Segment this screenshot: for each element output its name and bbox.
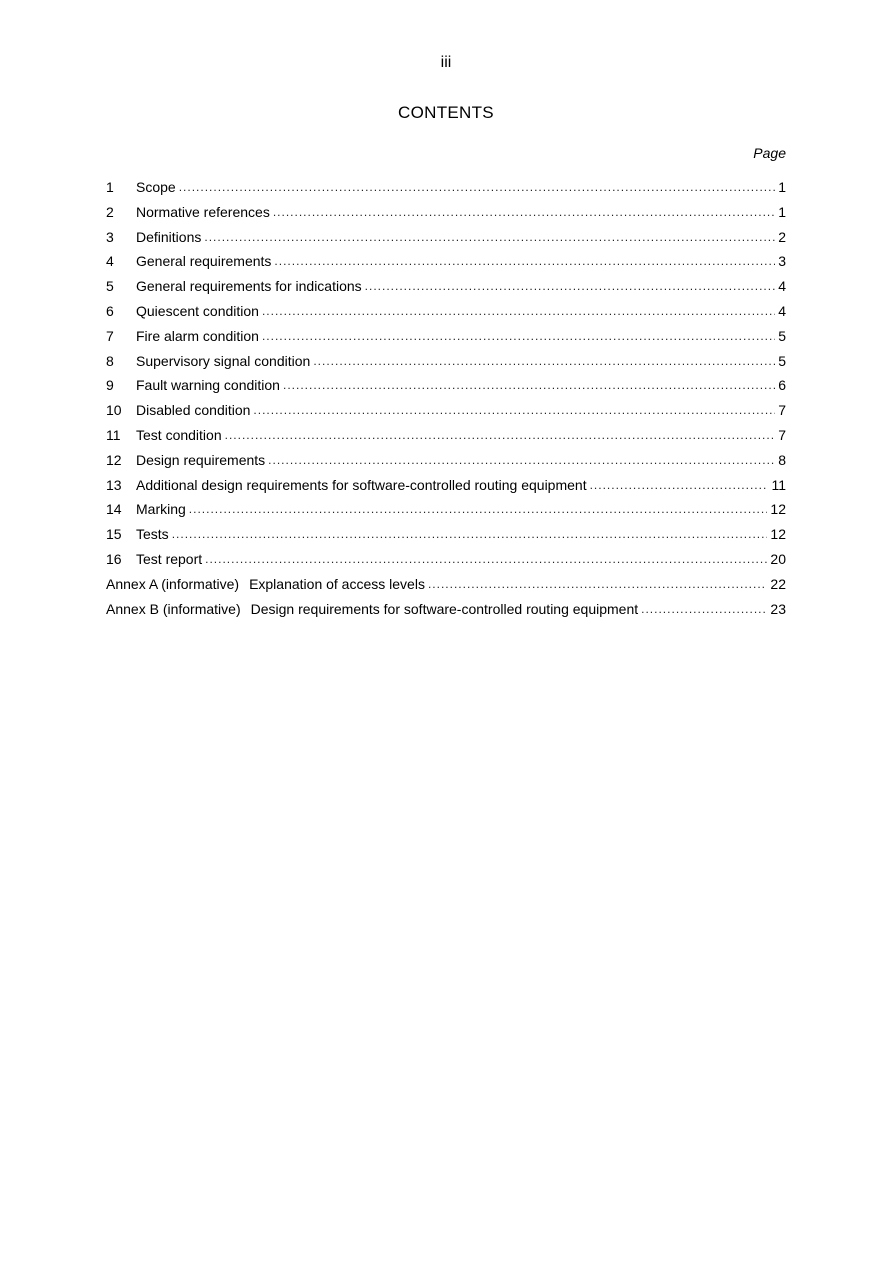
dot-leader [204,226,775,248]
toc-entry-number: 15 [106,526,122,543]
toc-entry-page: 12 [770,526,786,543]
toc-entry-title: Quiescent condition [136,302,259,319]
toc-entry-supervisory-signal-condition[interactable] [106,350,786,375]
dot-leader [262,325,775,347]
toc-entry-page: 7 [778,402,786,419]
toc-entry-disabled-condition[interactable] [106,399,786,424]
toc-entry-page: 1 [778,203,786,220]
toc-entry-title: Additional design requirements for software-controlled routing equipment [136,476,587,493]
toc-entry-page: 4 [778,302,786,319]
toc-entry-page: 4 [778,278,786,295]
toc-entry-marking[interactable] [106,498,786,523]
page-number: iii [440,54,452,71]
toc-entry-tests[interactable] [106,523,786,548]
toc-entry-title: Tests [136,526,169,543]
toc-entry-number: 16 [106,550,122,567]
toc-entry-general-requirements[interactable] [106,250,786,275]
toc-entry-number: 12 [106,451,122,468]
dot-leader [253,399,775,421]
toc-entry-quiescent-condition[interactable] [106,300,786,325]
annex-title: Design requirements for software-controlled routing equipment [250,600,639,617]
toc-entry-number: 13 [106,476,122,493]
dot-leader [205,548,767,570]
toc-annex-a[interactable] [106,573,786,598]
toc-entry-title: General requirements for indications [136,278,362,295]
toc-entry-page: 3 [778,253,786,270]
toc-entry-number: 14 [106,501,122,518]
toc-entry-normative-references[interactable] [106,201,786,226]
toc-entry-title: Definitions [136,228,202,245]
toc-entry-number: 1 [106,179,114,195]
toc-entry-title: Marking [136,501,186,518]
toc-entry-page: 11 [771,476,786,493]
dot-leader [313,350,775,372]
toc-entry-number: 11 [106,426,121,443]
toc-entry-title: Supervisory signal condition [136,352,311,369]
toc-entry-page: 20 [770,550,786,567]
toc-entry-page: 8 [778,451,786,468]
table-of-contents [106,176,786,622]
toc-entry-number: 9 [106,377,114,394]
toc-entry-number: 4 [106,253,114,270]
toc-entry-fault-warning-condition[interactable] [106,374,786,399]
toc-entry-test-condition[interactable] [106,424,786,449]
toc-entry-title: Test condition [136,426,222,443]
toc-entry-title: Normative references [136,203,270,220]
dot-leader [172,523,768,545]
toc-entry-definitions[interactable] [106,226,786,251]
toc-entry-title: Design requirements [136,451,266,468]
toc-entry-number: 5 [106,278,114,295]
dot-leader [225,424,776,446]
dot-leader [428,573,767,595]
dot-leader [641,598,767,620]
toc-entry-page: 12 [770,501,786,518]
dot-leader [179,176,776,198]
toc-entry-title: Fault warning condition [136,377,280,394]
annex-page: 22 [770,575,786,592]
dot-leader [283,374,775,396]
toc-entry-number: 6 [106,302,114,319]
dot-leader [590,474,769,496]
annex-title: Explanation of access levels [249,575,425,592]
toc-annex-b[interactable] [106,598,786,623]
annex-label: Annex A (informative) [106,575,240,592]
toc-entry-page: 7 [778,426,786,443]
toc-entry-number: 7 [106,327,114,344]
toc-entry-title: Fire alarm condition [136,327,259,344]
toc-entry-page: 6 [778,377,786,394]
dot-leader [273,201,775,223]
toc-entry-title: Test report [136,550,203,567]
dot-leader [274,250,775,272]
toc-entry-number: 8 [106,352,114,369]
annex-label: Annex B (informative) [106,600,241,617]
toc-entry-indications[interactable] [106,275,786,300]
toc-entry-additional-design-requirements[interactable] [106,474,786,499]
toc-entry-page: 1 [778,179,786,195]
toc-entry-title: Scope [136,179,176,195]
dot-leader [365,275,776,297]
toc-entry-page: 2 [778,228,786,245]
page-column-label: Page [753,145,786,161]
toc-entry-test-report[interactable] [106,548,786,573]
toc-entry-design-requirements[interactable] [106,449,786,474]
toc-entry-page: 5 [778,327,786,344]
toc-entry-title: General requirements [136,253,272,270]
toc-entry-title: Disabled condition [136,402,251,419]
contents-heading: CONTENTS [398,103,494,122]
toc-entry-page: 5 [778,352,786,369]
annex-page: 23 [770,600,786,617]
toc-entry-fire-alarm-condition[interactable] [106,325,786,350]
toc-entry-scope[interactable] [106,176,786,201]
dot-leader [189,498,768,520]
toc-entry-number: 10 [106,402,122,419]
toc-entry-number: 2 [106,203,114,220]
toc-entry-number: 3 [106,228,114,245]
dot-leader [268,449,775,471]
dot-leader [262,300,775,322]
